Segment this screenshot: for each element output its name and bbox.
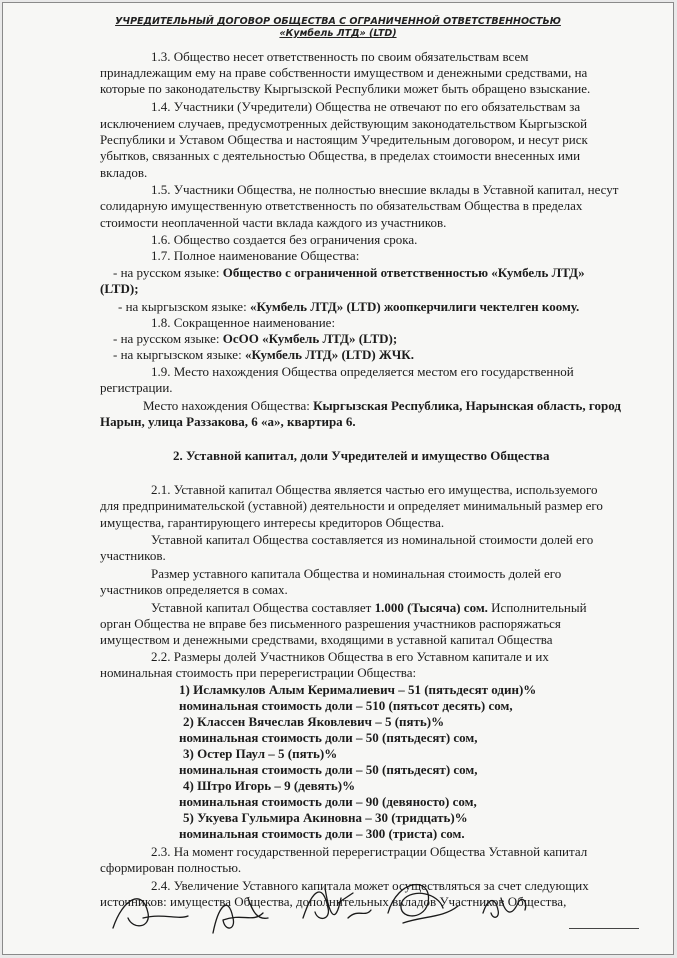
para-1-5-line: 1.5. Участники Общества, не полностью внесшие вклады в Уставной капитал, несут xyxy=(151,182,619,197)
signature-3 xyxy=(303,888,371,918)
full-name-kg-value: «Кумбель ЛТД» (LTD) жоопкерчилиги чектелген коому. xyxy=(249,299,580,314)
short-name-kg-value: «Кумбель ЛТД» (LTD) ЖЧК. xyxy=(244,347,414,362)
para-1-4-line: убытков, связанных с деятельностью Общества, в пределах стоимости внесенных ими xyxy=(100,148,581,163)
para-1-8: 1.8. Сокращенное наименование: xyxy=(151,315,336,330)
para-size-line: участников определяется в сомах. xyxy=(100,582,288,597)
para-1-3-line: которые по законодательству Кыргызской Республики может быть обращено взыскание. xyxy=(100,81,591,96)
para-1-7: 1.7. Полное наименование Общества: xyxy=(151,248,360,263)
para-2-2-line: номинальная стоимость при перерегистрации Общества: xyxy=(100,665,417,680)
section-2-title: 2. Уставной капитал, доли Учредителей и имущество Общества xyxy=(173,448,550,463)
document-header-company: «Кумбель ЛТД» (LTD) xyxy=(279,28,397,39)
shareholder-name: 5) Укуева Гульмира Акиновна – 30 (тридцать)% xyxy=(183,810,468,825)
para-1-5-line: стоимости неоплаченной части вклада каждого из участников. xyxy=(100,215,447,230)
para-2-4-line: источников: имущества Общества, дополнительных вкладов Участников Общества, xyxy=(100,894,567,909)
page-number-rule xyxy=(569,928,639,929)
full-name-kg xyxy=(118,299,579,314)
para-1-4-line: Республики и Уставом Общества и настоящим Учредительным договором, и несут риск xyxy=(100,132,588,147)
short-name-kg xyxy=(113,347,414,362)
shareholder-nominal: номинальная стоимость доли – 50 (пятьдесят) сом, xyxy=(179,762,478,777)
shareholder-name: 3) Остер Паул – 5 (пять)% xyxy=(183,746,338,761)
para-2-1-line: имущества, гарантирующего интересы кредиторов Общества. xyxy=(100,515,445,530)
shareholder-nominal: номинальная стоимость доли – 510 (пятьсот десять) сом, xyxy=(179,698,513,713)
para-1-4-line: 1.4. Участники (Учредители) Общества не отвечают по его обязательствам за xyxy=(151,99,581,114)
capital-line xyxy=(151,600,587,615)
para-1-6: 1.6. Общество создается без ограничения срока. xyxy=(151,232,418,247)
para-1-3-line: 1.3. Общество несет ответственность по своим обязательствам всем xyxy=(151,49,529,64)
para-2-1-line: 2.1. Уставной капитал Общества является частью его имущества, используемого xyxy=(151,482,598,497)
document-header-title: УЧРЕДИТЕЛЬНЫЙ ДОГОВОР ОБЩЕСТВА С ОГРАНИЧЕННОЙ ОТВЕТСТВЕННОСТЬЮ xyxy=(115,16,561,27)
para-1-4-line: исключением случаев, предусмотренных действующим законодательством Кыргызской xyxy=(100,116,588,131)
signature-5 xyxy=(483,898,526,917)
para-2-1-line: для предпринимательской (уставной) деятельности и определяет минимальный размер его xyxy=(100,498,603,513)
capital-suffix: Исполнительный xyxy=(487,600,587,615)
signature-4 xyxy=(388,885,458,923)
full-name-ru-value: Общество с ограниченной ответственностью «Кумбель ЛТД» xyxy=(222,265,585,280)
para-nominal-line: Уставной капитал Общества составляется из номинальной стоимости долей его xyxy=(151,532,594,547)
shareholder-nominal: номинальная стоимость доли – 50 (пятьдесят) сом, xyxy=(179,730,478,745)
capital-rest-line: имуществом и денежными средствами, входящими в уставной капитал Общества xyxy=(100,632,553,647)
short-name-ru xyxy=(113,331,397,346)
shareholder-nominal: номинальная стоимость доли – 300 (триста) сом. xyxy=(179,826,465,841)
capital-prefix: Уставной капитал Общества составляет xyxy=(151,600,375,615)
para-1-3-line: принадлежащим ему на праве собственности имуществом и денежными средствами, на xyxy=(100,65,588,80)
para-1-4-line: вкладов. xyxy=(100,165,148,180)
short-name-ru-prefix: - на русском языке: xyxy=(113,331,223,346)
para-2-3-line: сформирован полностью. xyxy=(100,860,242,875)
document-page xyxy=(2,2,674,955)
shareholder-nominal: номинальная стоимость доли – 90 (девяносто) сом, xyxy=(179,794,477,809)
location-prefix: Место нахождения Общества: xyxy=(143,398,314,413)
capital-rest-line: орган Общества не вправе без письменного разрешения участников распоряжаться xyxy=(100,616,561,631)
location-value-cont: Нарын, улица Раззакова, 6 «а», квартира 6. xyxy=(100,414,356,429)
capital-value: 1.000 (Тысяча) сом. xyxy=(374,600,488,615)
shareholder-name: 4) Штро Игорь – 9 (девять)% xyxy=(183,778,356,793)
para-1-9-line: регистрации. xyxy=(100,380,173,395)
shareholder-name: 2) Классен Вячеслав Яковлевич – 5 (пять)% xyxy=(183,714,445,729)
para-2-4-line: 2.4. Увеличение Уставного капитала может осуществляться за счет следующих xyxy=(151,878,589,893)
shareholder-name: 1) Исламкулов Алым Керималиевич – 51 (пятьдесят один)% xyxy=(179,682,537,697)
handwritten-signatures-icon xyxy=(103,858,563,938)
para-1-9-line: 1.9. Место нахождения Общества определяется местом его государственной xyxy=(151,364,574,379)
location-value: Кыргызская Республика, Нарынская область, город xyxy=(313,398,621,413)
location-line xyxy=(143,398,621,413)
para-1-5-line: солидарную имущественную ответственность по обязательствам Общества в пределах xyxy=(100,198,583,213)
signature-2 xyxy=(213,898,268,933)
para-size-line: Размер уставного капитала Общества и номинальная стоимость долей его xyxy=(151,566,562,581)
para-nominal-line: участников. xyxy=(100,548,166,563)
full-name-ru xyxy=(113,265,585,280)
short-name-ru-value: ОсОО «Кумбель ЛТД» (LTD); xyxy=(222,331,398,346)
full-name-ru-tail: (LTD); xyxy=(100,281,139,296)
para-2-2-line: 2.2. Размеры долей Участников Общества в его Уставном капитале и их xyxy=(151,649,549,664)
para-2-3-line: 2.3. На момент государственной перерегистрации Общества Уставной капитал xyxy=(151,844,588,859)
full-name-ru-prefix: - на русском языке: xyxy=(113,265,223,280)
signature-1 xyxy=(113,899,188,928)
full-name-kg-prefix: - на кыргызском языке: xyxy=(118,299,250,314)
short-name-kg-prefix: - на кыргызском языке: xyxy=(113,347,245,362)
